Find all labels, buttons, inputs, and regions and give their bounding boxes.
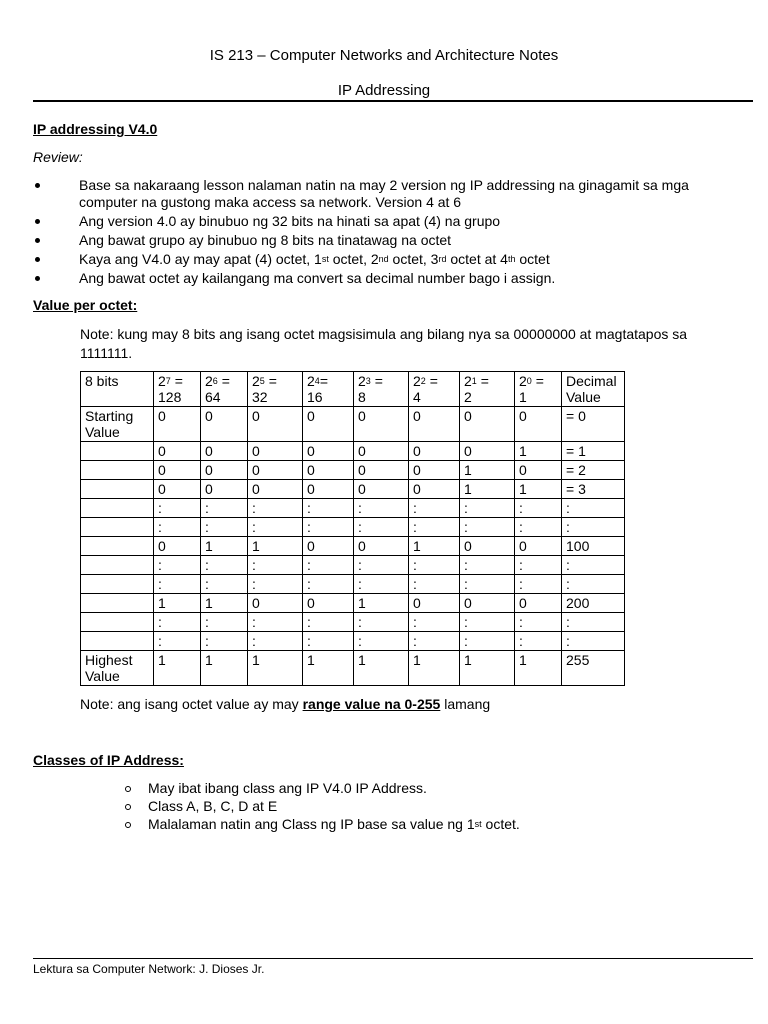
table-cell: : [460, 632, 515, 651]
header-cell: $2^7$ = 128 [154, 372, 201, 407]
section-heading-classes: Classes of IP Address: [33, 752, 184, 768]
table-cell: : [154, 499, 201, 518]
table-cell: : [354, 556, 409, 575]
bullet-icon [35, 183, 40, 188]
header-cell: $2^5$ = 32 [248, 372, 303, 407]
table-row [81, 480, 625, 499]
table-cell: 0 [303, 480, 354, 499]
header-cell: $2^3$ = 8 [354, 372, 409, 407]
table-cell: 0 [515, 594, 562, 613]
table-cell [81, 632, 154, 651]
table-cell: : [515, 518, 562, 537]
table-cell: 0 [354, 537, 409, 556]
list-item: Base sa nakaraang lesson nalaman natin na may 2 version ng IP addressing na ginagamit sa mga computer na gustong maka access sa network. Version 4 at 6 [33, 177, 733, 211]
header-cell: $2^4=$ 16 [303, 372, 354, 407]
table-cell: 0 [409, 480, 460, 499]
table-cell: : [460, 518, 515, 537]
table-row [81, 407, 625, 442]
table-cell: 1 [409, 537, 460, 556]
circle-bullet-icon [125, 822, 131, 828]
review-label: Review: [33, 149, 83, 165]
table-cell [81, 480, 154, 499]
circle-bullet-icon [125, 804, 131, 810]
header-cell: $2^6$ = 64 [201, 372, 248, 407]
table-row [81, 461, 625, 480]
review-bullet-list [33, 177, 733, 289]
table-cell [81, 575, 154, 594]
table-cell: : [201, 499, 248, 518]
table-cell: 0 [409, 461, 460, 480]
table-cell: = 0 [562, 407, 625, 442]
table-cell: 0 [154, 537, 201, 556]
table-cell: : [303, 613, 354, 632]
table-header-row [81, 372, 625, 407]
table-cell: 0 [201, 442, 248, 461]
table-cell: : [354, 499, 409, 518]
table-cell: 0 [303, 594, 354, 613]
table-cell [81, 537, 154, 556]
table-cell: : [354, 613, 409, 632]
table-cell: 1 [154, 594, 201, 613]
table-row [81, 575, 625, 594]
table-cell: 0 [409, 407, 460, 442]
table-cell: : [515, 632, 562, 651]
table-cell [81, 518, 154, 537]
table-cell: 0 [460, 407, 515, 442]
table-cell: : [201, 556, 248, 575]
table-cell: Highest Value [81, 651, 154, 686]
table-cell: 0 [154, 461, 201, 480]
header-cell: $2^1$ = 2 [460, 372, 515, 407]
table-cell: 0 [409, 442, 460, 461]
table-cell: : [562, 632, 625, 651]
table-cell: : [515, 575, 562, 594]
table-cell: : [154, 556, 201, 575]
table-cell: 0 [354, 461, 409, 480]
bullet-icon [35, 276, 40, 281]
bullet-icon [35, 257, 40, 262]
table-cell: 0 [248, 594, 303, 613]
table-cell: 0 [154, 480, 201, 499]
table-cell: : [248, 499, 303, 518]
table-cell: : [303, 556, 354, 575]
header-cell: $2^0$ = 1 [515, 372, 562, 407]
table-cell: = 2 [562, 461, 625, 480]
table-cell: 1 [248, 651, 303, 686]
section-heading-octet: Value per octet: [33, 297, 138, 313]
table-cell: 100 [562, 537, 625, 556]
table-cell: 0 [248, 461, 303, 480]
table-cell: 0 [201, 480, 248, 499]
table-cell: 1 [515, 442, 562, 461]
table-cell: : [154, 575, 201, 594]
table-cell: 0 [303, 461, 354, 480]
circle-bullet-icon [125, 786, 131, 792]
table-row [81, 651, 625, 686]
table-cell: : [409, 632, 460, 651]
table-cell: 1 [409, 651, 460, 686]
table-cell: 1 [201, 594, 248, 613]
table-cell: : [562, 575, 625, 594]
classes-list [124, 780, 724, 834]
table-cell: 0 [248, 442, 303, 461]
list-item: Ang version 4.0 ay binubuo ng 32 bits na hinati sa apat (4) na grupo [33, 213, 733, 230]
table-cell: 1 [201, 537, 248, 556]
table-cell: : [515, 556, 562, 575]
table-cell: 0 [354, 442, 409, 461]
table-cell: : [154, 632, 201, 651]
list-item: Ang bawat octet ay kailangang ma convert sa decimal number bago i assign. [33, 270, 733, 287]
table-cell: Starting Value [81, 407, 154, 442]
table-cell: 255 [562, 651, 625, 686]
table-cell [81, 499, 154, 518]
table-cell: : [248, 575, 303, 594]
table-cell: = 1 [562, 442, 625, 461]
table-cell: 1 [460, 480, 515, 499]
table-cell: : [460, 575, 515, 594]
table-cell: : [303, 575, 354, 594]
table-cell: 1 [460, 651, 515, 686]
table-row [81, 613, 625, 632]
table-cell: 0 [515, 461, 562, 480]
table-cell: 0 [460, 442, 515, 461]
table-row [81, 499, 625, 518]
table-cell: : [354, 518, 409, 537]
table-cell: 200 [562, 594, 625, 613]
table-cell: : [460, 613, 515, 632]
list-item: Malalaman natin ang Class ng IP base sa value ng 1st octet. [124, 816, 724, 833]
table-cell: : [154, 613, 201, 632]
list-item: Class A, B, C, D at E [124, 798, 724, 815]
table-cell: : [354, 575, 409, 594]
table-cell: 1 [154, 651, 201, 686]
table-cell [81, 442, 154, 461]
range-emphasis: range value na 0-255 [302, 696, 441, 712]
table-row [81, 594, 625, 613]
table-cell: : [409, 613, 460, 632]
table-cell: 0 [460, 537, 515, 556]
table-cell: 1 [248, 537, 303, 556]
header-cell: Decimal Value [562, 372, 625, 407]
table-cell: : [562, 556, 625, 575]
table-row [81, 518, 625, 537]
table-cell: : [303, 632, 354, 651]
table-cell: 0 [154, 407, 201, 442]
table-cell: : [515, 499, 562, 518]
table-cell: : [248, 518, 303, 537]
table-cell: : [248, 613, 303, 632]
table-cell: : [409, 556, 460, 575]
table-cell: 0 [515, 537, 562, 556]
table-cell: 0 [154, 442, 201, 461]
table-cell: 0 [303, 407, 354, 442]
table-cell: = 3 [562, 480, 625, 499]
table-cell: 0 [201, 461, 248, 480]
table-cell: : [201, 575, 248, 594]
table-cell: 1 [201, 651, 248, 686]
bullet-icon [35, 238, 40, 243]
table-cell: 1 [515, 651, 562, 686]
table-cell: 0 [303, 537, 354, 556]
table-cell [81, 556, 154, 575]
table-cell: 0 [409, 594, 460, 613]
table-cell: : [515, 613, 562, 632]
course-title: IS 213 – Computer Networks and Architecture Notes [209, 47, 559, 64]
table-cell: : [248, 632, 303, 651]
table-cell: : [303, 518, 354, 537]
section-heading-ipv4: IP addressing V4.0 [33, 121, 158, 137]
table-cell: 0 [303, 442, 354, 461]
table-cell: : [562, 499, 625, 518]
table-cell: : [562, 518, 625, 537]
table-cell: : [409, 499, 460, 518]
table-row [81, 556, 625, 575]
table-row [81, 442, 625, 461]
table-row [81, 537, 625, 556]
table-cell: : [201, 613, 248, 632]
range-note: Note: ang isang octet value ay may range value na 0-255 lamang [80, 696, 491, 712]
table-cell: 0 [515, 407, 562, 442]
table-cell: 1 [460, 461, 515, 480]
table-cell [81, 461, 154, 480]
table-cell: : [154, 518, 201, 537]
table-cell: 1 [354, 594, 409, 613]
table-cell: : [303, 499, 354, 518]
table-cell: : [562, 613, 625, 632]
table-cell: : [409, 575, 460, 594]
footer-text: Lektura sa Computer Network: J. Dioses Jr. [33, 962, 265, 976]
table-row [81, 632, 625, 651]
list-item: Kaya ang V4.0 ay may apat (4) octet, 1st octet, 2nd octet, 3rd octet at 4th octet [33, 251, 733, 268]
table-cell: 1 [515, 480, 562, 499]
table-cell: : [248, 556, 303, 575]
page-title: IP Addressing [337, 82, 431, 99]
table-cell: 0 [201, 407, 248, 442]
footer-divider [33, 958, 753, 959]
table-cell: : [460, 499, 515, 518]
bullet-icon [35, 219, 40, 224]
octet-value-table [80, 371, 625, 686]
table-cell: : [354, 632, 409, 651]
table-cell: : [201, 518, 248, 537]
table-cell: : [409, 518, 460, 537]
header-cell: $2^2$ = 4 [409, 372, 460, 407]
table-cell: : [460, 556, 515, 575]
table-cell: 0 [248, 407, 303, 442]
table-cell: 1 [303, 651, 354, 686]
list-item: May ibat ibang class ang IP V4.0 IP Address. [124, 780, 724, 797]
table-cell: 0 [460, 594, 515, 613]
table-cell [81, 613, 154, 632]
table-cell [81, 594, 154, 613]
header-cell: 8 bits [81, 372, 154, 407]
table-cell: 1 [354, 651, 409, 686]
octet-table-body [81, 407, 625, 686]
table-cell: 0 [248, 480, 303, 499]
octet-note: Note: kung may 8 bits ang isang octet magsisimula ang bilang nya sa 00000000 at magtatapos sa 1111111. [80, 326, 688, 361]
header-divider [33, 100, 753, 102]
table-cell: : [201, 632, 248, 651]
table-cell: 0 [354, 480, 409, 499]
list-item: Ang bawat grupo ay binubuo ng 8 bits na tinatawag na octet [33, 232, 733, 249]
table-cell: 0 [354, 407, 409, 442]
